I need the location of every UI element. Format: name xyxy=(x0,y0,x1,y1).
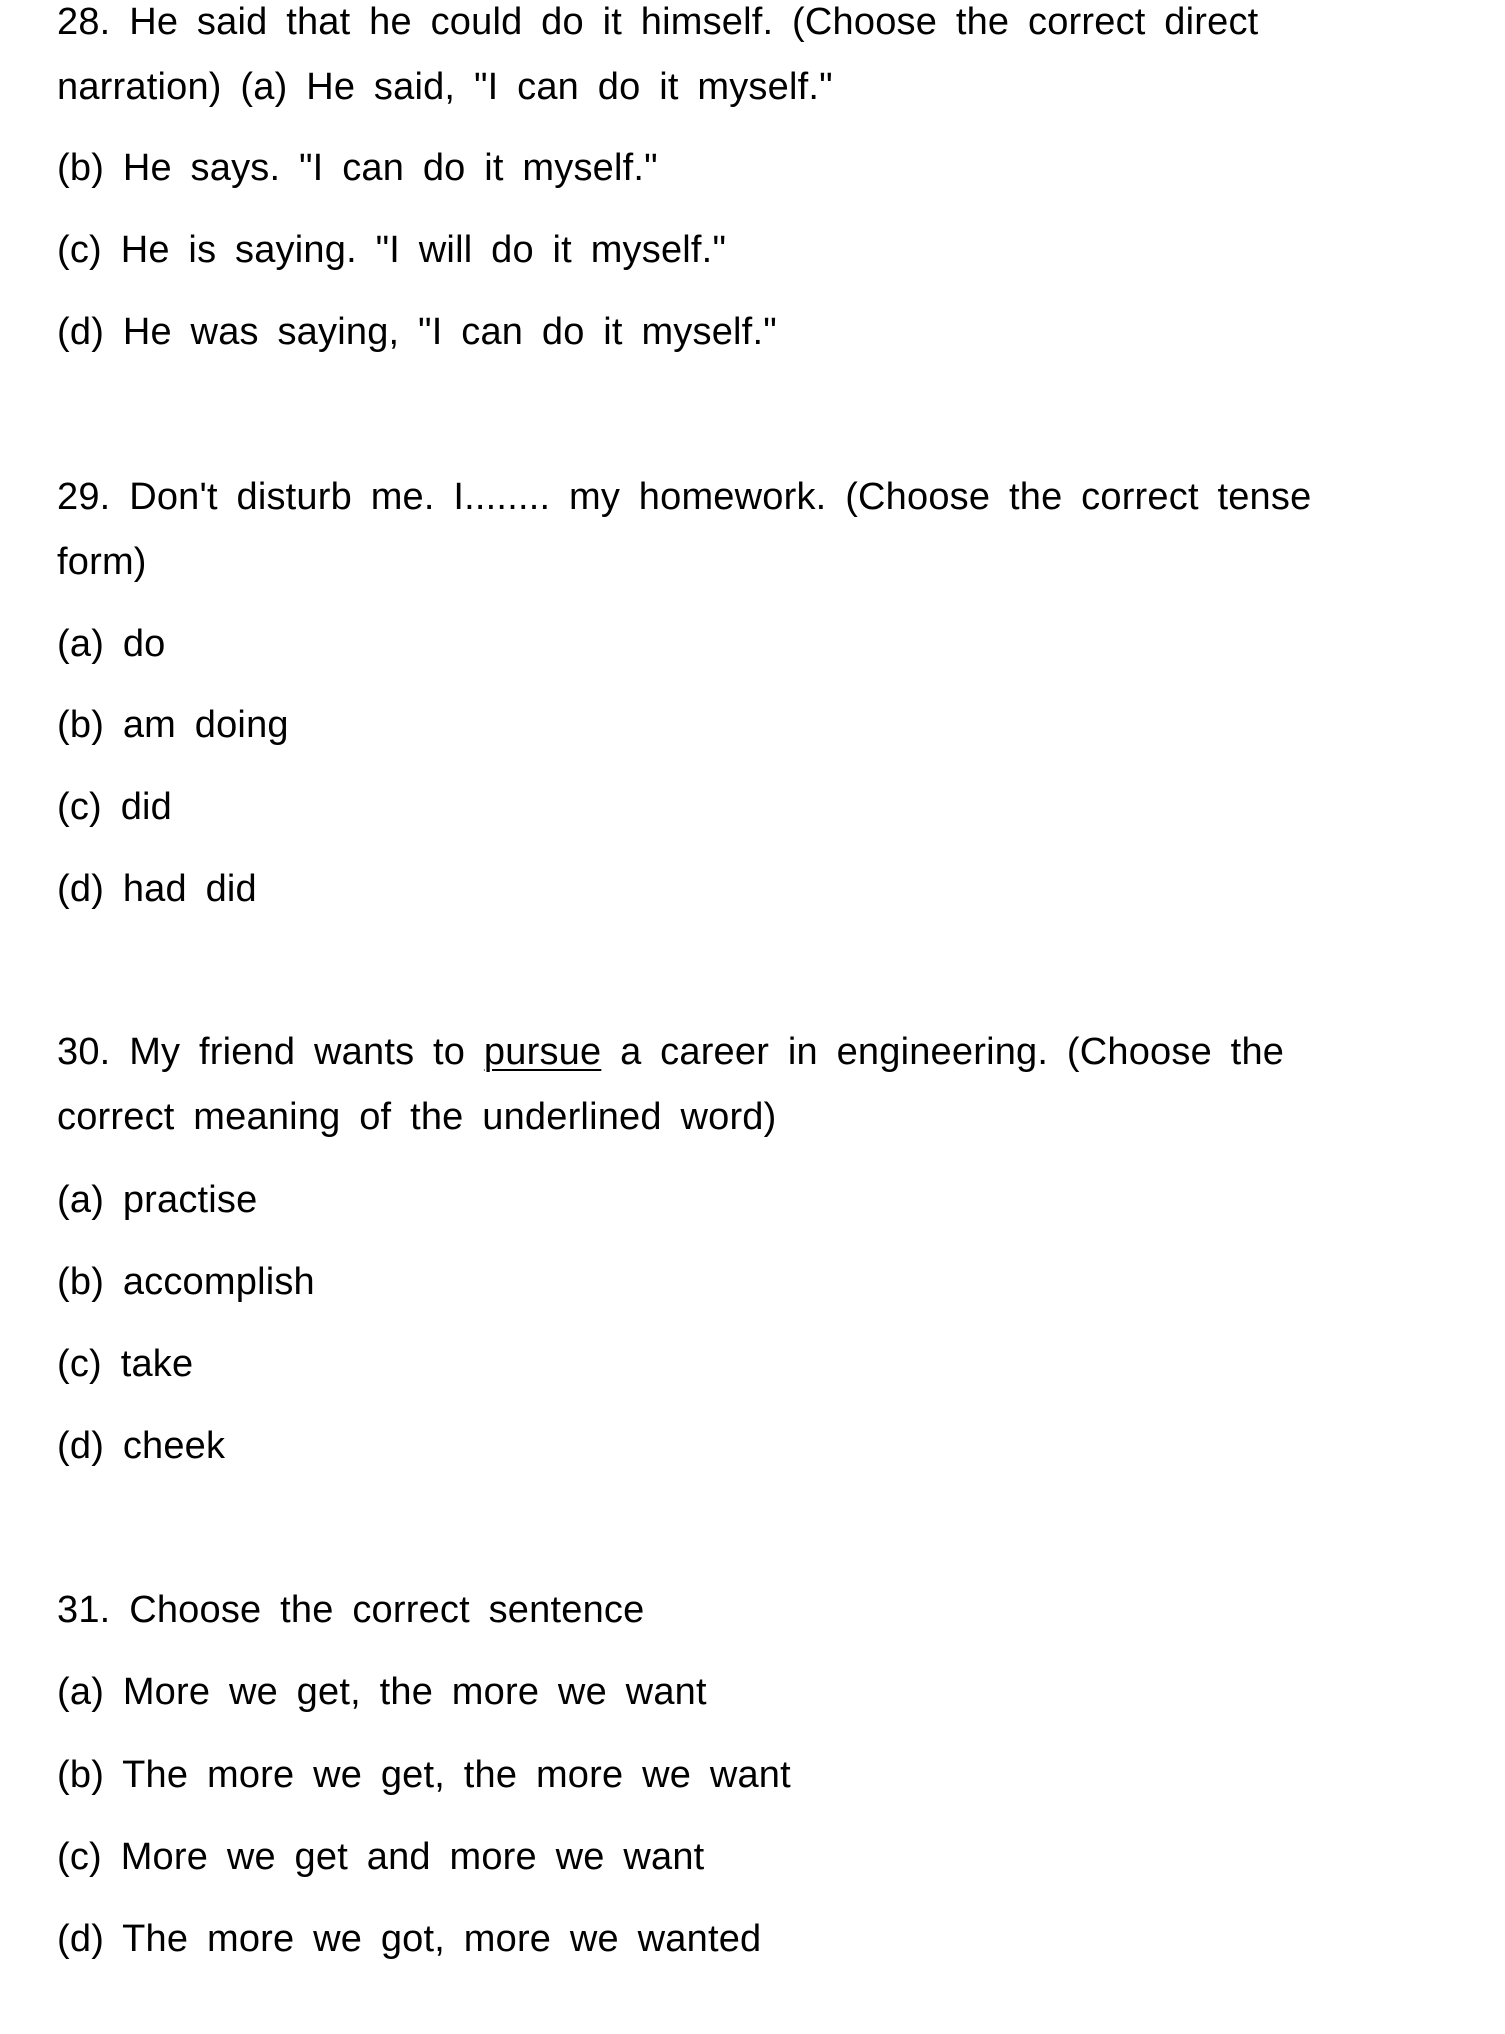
option-label: (a) xyxy=(57,623,105,665)
option-label: (c) xyxy=(57,1343,102,1385)
option-d xyxy=(57,1920,761,1958)
question-29-stem-line-2: form) xyxy=(57,541,147,583)
question-29-stem-line-1 xyxy=(57,478,1311,516)
option-label: (b) xyxy=(57,1754,105,1796)
option-text: had did xyxy=(122,868,257,910)
question-number: 30. xyxy=(57,1031,111,1073)
question-number: 31. xyxy=(57,1589,111,1631)
option-c xyxy=(57,1345,193,1383)
option-label: (d) xyxy=(57,1425,105,1467)
option-b xyxy=(57,706,289,744)
question-28-stem-line-1 xyxy=(57,3,1258,41)
option-text: The more we get, the more we want xyxy=(122,1754,791,1796)
option-text: He says. "I can do it myself." xyxy=(122,147,658,189)
option-label: (a) xyxy=(57,1671,105,1713)
question-number: 29. xyxy=(57,476,111,518)
question-stem-text: He said that he could do it himself. (Choose the correct direct xyxy=(129,1,1259,43)
option-d xyxy=(57,313,777,351)
option-text: practise xyxy=(122,1179,258,1221)
option-label: (b) xyxy=(57,1261,105,1303)
question-stem-text: Don't disturb me. I........ my homework. (Choose the correct tense xyxy=(129,476,1312,518)
option-text: He was saying, "I can do it myself." xyxy=(122,311,777,353)
option-text: The more we got, more we wanted xyxy=(122,1918,762,1960)
option-text: accomplish xyxy=(122,1261,315,1303)
option-text: More we get and more we want xyxy=(120,1836,705,1878)
option-text: do xyxy=(122,623,166,665)
option-d xyxy=(57,1427,225,1465)
option-text: He is saying. "I will do it myself." xyxy=(120,229,727,271)
option-b xyxy=(57,1263,315,1301)
option-label: (b) xyxy=(57,147,105,189)
option-label: (d) xyxy=(57,311,105,353)
question-stem-text: Choose the correct sentence xyxy=(129,1589,645,1631)
option-c xyxy=(57,231,726,269)
option-b xyxy=(57,149,658,187)
option-text: More we get, the more we want xyxy=(122,1671,707,1713)
option-text: cheek xyxy=(122,1425,226,1467)
option-label: (a) xyxy=(57,1179,105,1221)
option-a xyxy=(57,1181,257,1219)
option-label: (d) xyxy=(57,1918,105,1960)
option-c xyxy=(57,788,172,826)
option-d xyxy=(57,870,257,908)
option-c xyxy=(57,1838,704,1876)
question-30-stem-line-1 xyxy=(57,1033,1284,1071)
option-b xyxy=(57,1756,791,1794)
question-30-stem-line-2: correct meaning of the underlined word) xyxy=(57,1096,777,1138)
question-stem-text: My friend wants to xyxy=(129,1031,466,1073)
option-label: (c) xyxy=(57,786,102,828)
option-text: take xyxy=(120,1343,194,1385)
option-text: am doing xyxy=(122,704,289,746)
option-label: (c) xyxy=(57,1836,102,1878)
question-stem-text: a career in engineering. (Choose the xyxy=(620,1031,1285,1073)
option-text: did xyxy=(120,786,172,828)
option-a xyxy=(57,1673,707,1711)
option-label: (b) xyxy=(57,704,105,746)
question-28-stem-line-2: narration) (a) He said, "I can do it myself." xyxy=(57,66,833,108)
question-number: 28. xyxy=(57,1,111,43)
option-a xyxy=(57,625,165,663)
option-label: (d) xyxy=(57,868,105,910)
option-label: (c) xyxy=(57,229,102,271)
underlined-word: pursue xyxy=(483,1031,602,1073)
question-31-stem-line-1 xyxy=(57,1591,644,1629)
